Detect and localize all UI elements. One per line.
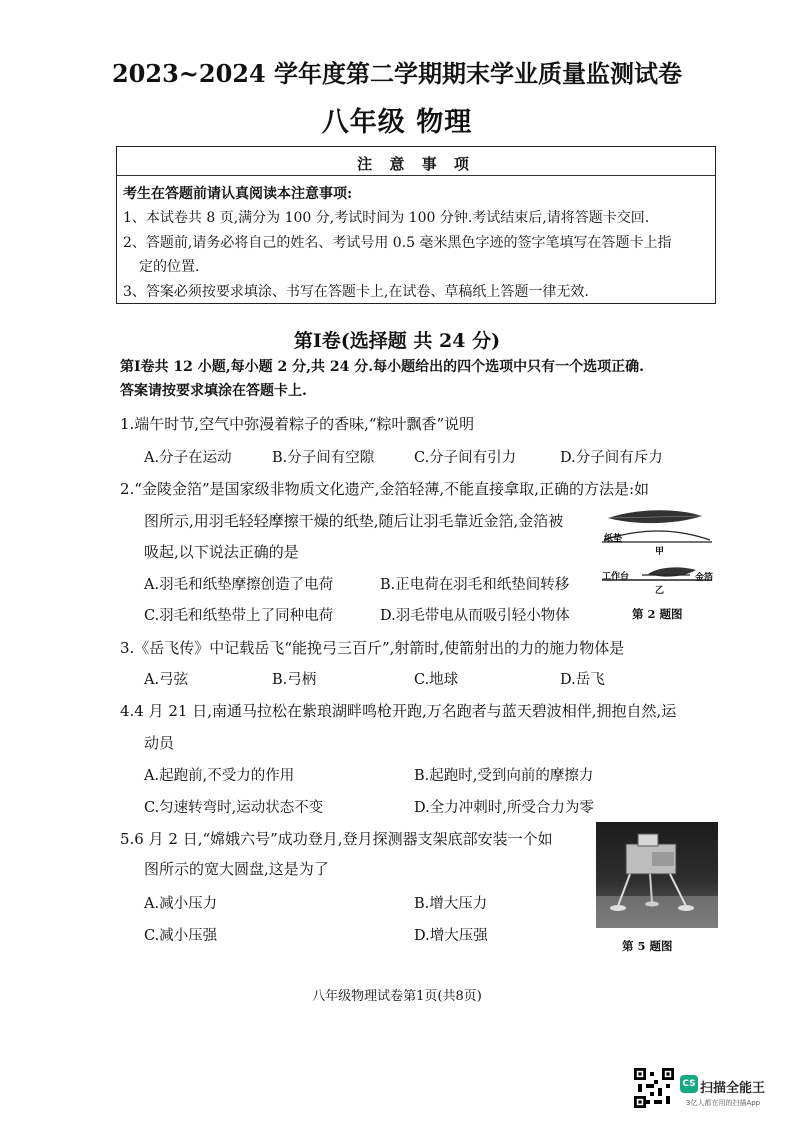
- q2-figure-caption: 第 2 题图: [632, 607, 683, 621]
- q5-stem-2: 图所示的宽大圆盘,这是为了: [144, 860, 329, 878]
- notice-item-1: 1、本试卷共 8 页,满分为 100 分,考试时间为 100 分钟.考试结束后,请将答题卡交回.: [123, 210, 650, 226]
- q4-stem-1: 4.4 月 21 日,南通马拉松在紫琅湖畔鸣枪开跑,万名跑者与蓝天碧波相伴,拥抱自然,运: [120, 702, 677, 720]
- q4-option-b: B.起跑时,受到向前的摩擦力: [414, 768, 594, 784]
- q5-stem-1: 5.6 月 2 日,“嫦娥六号”成功登月,登月探测器支架底部安装一个如: [120, 830, 553, 848]
- feather-illustration-top: [608, 510, 702, 523]
- section-intro-1: 第I卷共 12 小题,每小题 2 分,共 24 分.每小题给出的四个选项中只有一个选项正确.: [120, 359, 644, 375]
- label-work-table: 工作台: [602, 572, 630, 582]
- q5-figure-caption: 第 5 题图: [622, 939, 673, 953]
- notice-item-2: 2、答题前,请务必将自己的姓名、考试号用 0.5 毫米黑色字迹的签字笔填写在答题卡上指: [123, 235, 672, 251]
- notice-heading: 注 意 事 项: [357, 155, 475, 173]
- page-footer: 八年级物理试卷第1页(共8页): [312, 989, 482, 1004]
- q3-option-d: D.岳飞: [560, 672, 605, 688]
- q3-option-c: C.地球: [414, 672, 459, 688]
- label-yi: 乙: [655, 586, 665, 596]
- scanner-tagline: 3亿人都在用的扫描App: [686, 1099, 761, 1107]
- section-title: 第I卷(选择题 共 24 分): [293, 330, 501, 352]
- camscanner-logo-icon: CS: [680, 1075, 698, 1093]
- exam-title: 2023~2024 学年度第二学期期末学业质量监测试卷: [111, 59, 683, 88]
- q5-option-a: A.减小压力: [144, 896, 218, 912]
- notice-item-3: 3、答案必须按要求填涂、书写在答题卡上,在试卷、草稿纸上答题一律无效.: [123, 284, 589, 300]
- notice-intro: 考生在答题前请认真阅读本注意事项:: [123, 186, 353, 202]
- q1-option-d: D.分子间有斥力: [560, 450, 663, 466]
- notice-item-2-cont: 定的位置.: [139, 259, 200, 275]
- qr-code-icon: [634, 1068, 674, 1108]
- q2-stem-2: 图所示,用羽毛轻轻摩擦干燥的纸垫,随后让羽毛靠近金箔,金箔被: [144, 512, 564, 530]
- exam-subtitle: 八年级 物理: [321, 107, 473, 138]
- q2-option-d: D.羽毛带电从而吸引轻小物体: [380, 608, 570, 624]
- section-intro-2: 答案请按要求填涂在答题卡上.: [120, 383, 307, 399]
- q3-option-b: B.弓柄: [272, 672, 317, 688]
- q4-stem-2: 动员: [144, 734, 175, 752]
- label-gold-foil: 金箔: [695, 573, 714, 583]
- q3-option-a: A.弓弦: [144, 672, 189, 688]
- q1-option-b: B.分子间有空隙: [272, 450, 375, 466]
- label-paper-pad: 纸垫: [604, 534, 623, 544]
- q1-option-c: C.分子间有引力: [414, 450, 517, 466]
- q2-option-a: A.羽毛和纸垫摩擦创造了电荷: [144, 577, 334, 593]
- q2-option-b: B.正电荷在羽毛和纸垫间转移: [380, 577, 570, 593]
- q2-option-c: C.羽毛和纸垫带上了同种电荷: [144, 608, 334, 624]
- q2-stem-3: 吸起,以下说法正确的是: [144, 543, 299, 561]
- q4-option-d: D.全力冲刺时,所受合力为零: [414, 800, 594, 816]
- q1-option-a: A.分子在运动: [144, 450, 232, 466]
- q4-option-a: A.起跑前,不受力的作用: [144, 768, 295, 784]
- lander-photo: [596, 822, 718, 928]
- q5-option-b: B.增大压力: [414, 896, 488, 912]
- q3-stem: 3.《岳飞传》中记载岳飞“能挽弓三百斤”,射箭时,使箭射出的力的施力物体是: [120, 639, 625, 657]
- q2-stem-1: 2.“金陵金箔”是国家级非物质文化遗产,金箔轻薄,不能直接拿取,正确的方法是:如: [120, 480, 650, 498]
- q4-option-c: C.匀速转弯时,运动状态不变: [144, 800, 324, 816]
- q5-option-c: C.减小压强: [144, 928, 218, 944]
- notice-divider: [117, 175, 715, 176]
- notice-box: [116, 146, 716, 304]
- label-jia: 甲: [655, 547, 665, 557]
- q1-stem: 1.端午时节,空气中弥漫着粽子的香味,“粽叶飘香”说明: [120, 415, 475, 433]
- scanner-brand-name: 扫描全能王: [700, 1081, 766, 1096]
- q5-option-d: D.增大压强: [414, 928, 488, 944]
